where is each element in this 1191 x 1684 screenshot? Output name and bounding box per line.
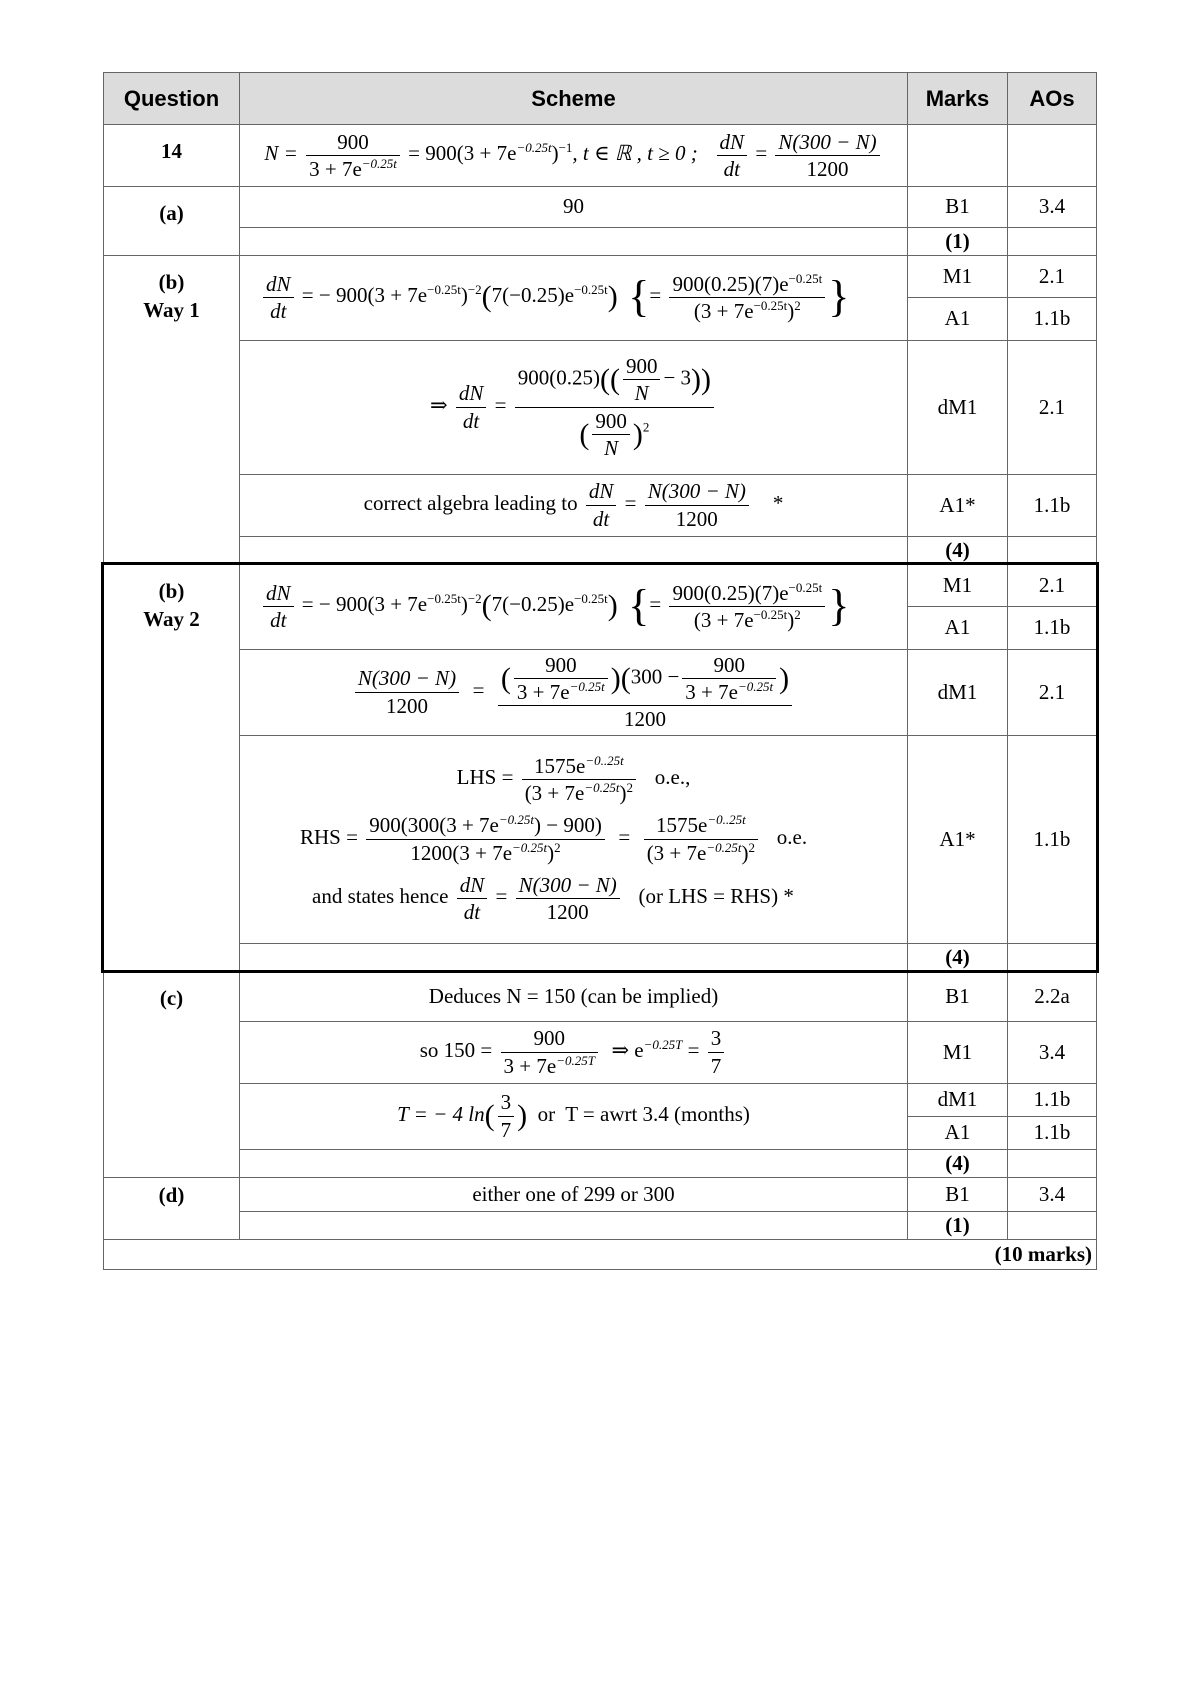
part-c-m1: M1 xyxy=(908,1021,1008,1083)
part-a-total-row xyxy=(104,227,1097,255)
part-b2-rhs: RHS = $\frac{900(300(3 + 7e^{-0.25t}) - 900)}{1200(3 + 7e^{-0.25t})^2}$ = $\frac{1575e^{-0..25t}}{(3 + 7e^{-0.25t})^2}$ o.e. xyxy=(300,812,808,865)
part-b2-line1: $\frac{dN}{dt}$ = − $900(3 + 7e^{-0.25t})^{-2}(7(-0.25)e^{-0.25t})$ {= $\frac{900(0.25)(7)e^{-0.25t}}{(3 + 7e^{-0.25t})^2}$ } xyxy=(240,564,908,649)
q14-rhs-num: N(300 − N) xyxy=(775,129,879,156)
part-d-row xyxy=(104,1177,1097,1211)
part-b1-ao1: 2.1 xyxy=(1008,255,1097,297)
mark-scheme-table xyxy=(103,72,1097,1270)
header-question: Question xyxy=(104,73,240,125)
q14-den-exp: −0.25t xyxy=(361,156,397,171)
part-b2-line2: $\frac{N(300 - N)}{1200}$ = ( $\frac{900}{3 + 7e^{-0.25t}}$ )(300 − $\frac{900}{3 + 7e^{-0.25t}}$ ) 1200 xyxy=(240,649,908,735)
part-b1-dm1: dM1 xyxy=(908,340,1008,474)
part-b1-total: (4) xyxy=(908,536,1008,564)
part-b1-row1 xyxy=(104,255,1097,297)
total-marks: (10 marks) xyxy=(104,1239,1097,1269)
part-b1-total-row xyxy=(104,536,1097,564)
q14-N: N = xyxy=(264,141,298,166)
part-a-total: (1) xyxy=(908,227,1008,255)
part-b2-row2 xyxy=(104,649,1097,735)
part-d-b1: B1 xyxy=(908,1177,1008,1211)
part-c-ao2: 3.4 xyxy=(1008,1021,1097,1083)
part-b2-total-row xyxy=(104,943,1097,971)
q14-eq2: = xyxy=(755,141,768,166)
part-c-a1: A1 xyxy=(908,1116,1008,1149)
part-c-row1 xyxy=(104,971,1097,1021)
part-b2-lhs: LHS = $\frac{1575e^{-0..25t}}{(3 + 7e^{-0.25t})^2}$ o.e., xyxy=(456,752,691,805)
part-b1-ao2: 1.1b xyxy=(1008,297,1097,340)
part-b1-a1star: A1* xyxy=(908,474,1008,536)
part-b2-dm1: dM1 xyxy=(908,649,1008,735)
part-b1-label: (b) Way 1 xyxy=(104,255,240,340)
q14-eq1: = 900(3 + 7e xyxy=(408,141,517,166)
part-c-row2 xyxy=(104,1021,1097,1083)
header-row xyxy=(104,73,1097,125)
q14-den: 3 + 7e xyxy=(309,157,362,181)
part-b2-ao4: 1.1b xyxy=(1008,735,1097,943)
part-b1-line2: ⇒ $\frac{dN}{dt}$ = 900(0.25)(( $\frac{900}{N}$ − 3)) ( $\frac{900}{N}$ )$^2$ xyxy=(240,340,908,474)
part-d-label: (d) xyxy=(104,1177,240,1211)
part-b1-a1: A1 xyxy=(908,297,1008,340)
part-a-answer: 90 xyxy=(240,187,908,228)
part-b1-way: Way 1 xyxy=(143,297,200,322)
q14-eq1-tail: ) xyxy=(551,141,559,166)
part-a-ao: 3.4 xyxy=(1008,187,1097,228)
part-c-label: (c) xyxy=(104,971,240,1021)
part-c-ao4: 1.1b xyxy=(1008,1116,1097,1149)
part-c-total-row xyxy=(104,1149,1097,1177)
part-b1-ao4: 1.1b xyxy=(1008,474,1097,536)
part-b2-conclusion: and states hence $\frac{dN}{dt}$ = $\frac{N(300 - N)}{1200}$ (or LHS = RHS) * xyxy=(312,872,794,924)
part-a-row xyxy=(104,187,1097,228)
part-c-ao3: 1.1b xyxy=(1008,1083,1097,1116)
part-b2-ao2: 1.1b xyxy=(1008,606,1097,649)
part-c-line1: Deduces N = 150 (can be implied) xyxy=(240,971,908,1021)
header-marks: Marks xyxy=(908,73,1008,125)
part-b1-row3 xyxy=(104,474,1097,536)
q14-dt: dt xyxy=(723,157,740,181)
part-d-total-row xyxy=(104,1211,1097,1239)
q14-eq1-pow: −1 xyxy=(558,140,573,156)
part-b2-a1star: A1* xyxy=(908,735,1008,943)
part-a-mark: B1 xyxy=(908,187,1008,228)
q14-num: 900 xyxy=(306,129,400,156)
part-b2-lines345 xyxy=(240,735,908,943)
total-marks-row xyxy=(104,1239,1097,1269)
part-c-row3 xyxy=(104,1083,1097,1116)
q14-domain: , t ∈ ℝ , t ≥ 0 ; xyxy=(572,141,698,166)
q14-label: 14 xyxy=(104,125,240,187)
q14-eq1-exp: −0.25t xyxy=(516,140,552,156)
part-b1-m1: M1 xyxy=(908,255,1008,297)
q14-definition xyxy=(240,125,908,187)
part-a-label: (a) xyxy=(104,187,240,228)
part-d-answer: either one of 299 or 300 xyxy=(240,1177,908,1211)
part-b1-row2 xyxy=(104,340,1097,474)
header-aos: AOs xyxy=(1008,73,1097,125)
part-b2-way: Way 2 xyxy=(143,606,200,631)
part-b2-label: (b) Way 2 xyxy=(104,564,240,649)
part-b1-ao3: 2.1 xyxy=(1008,340,1097,474)
part-c-ao1: 2.2a xyxy=(1008,971,1097,1021)
part-b1-line3: correct algebra leading to $\frac{dN}{dt}$ = $\frac{N(300 - N)}{1200}$ * xyxy=(240,474,908,536)
header-scheme: Scheme xyxy=(240,73,908,125)
part-b2-total: (4) xyxy=(908,943,1008,971)
part-b2-ao1: 2.1 xyxy=(1008,564,1097,606)
q14-dN: dN xyxy=(717,129,748,156)
part-c-total: (4) xyxy=(908,1149,1008,1177)
part-d-total: (1) xyxy=(908,1211,1008,1239)
part-c-b1: B1 xyxy=(908,971,1008,1021)
part-b2-row3 xyxy=(104,735,1097,943)
part-b2-m1: M1 xyxy=(908,564,1008,606)
part-c-line2: so 150 = $\frac{900}{3 + 7e^{-0.25T}}$ ⇒ $e^{-0.25T}$ = $\frac{3}{7}$ xyxy=(240,1021,908,1083)
part-c-line3: T = − 4 ln( $\frac{3}{7}$ ) or T = awrt 3.4 (months) xyxy=(240,1083,908,1149)
part-c-dm1: dM1 xyxy=(908,1083,1008,1116)
q14-row xyxy=(104,125,1097,187)
part-b2-row1 xyxy=(104,564,1097,606)
part-b2-a1: A1 xyxy=(908,606,1008,649)
part-b2-ao3: 2.1 xyxy=(1008,649,1097,735)
part-b1-line1: $\frac{dN}{dt}$ = − $900(3 + 7e^{-0.25t})^{-2}(7(-0.25)e^{-0.25t})$ {= $\frac{900(0.25)(7)e^{-0.25t}}{(3 + 7e^{-0.25t})^2}$ } xyxy=(240,255,908,340)
part-d-ao: 3.4 xyxy=(1008,1177,1097,1211)
q14-rhs-den: 1200 xyxy=(806,157,849,181)
